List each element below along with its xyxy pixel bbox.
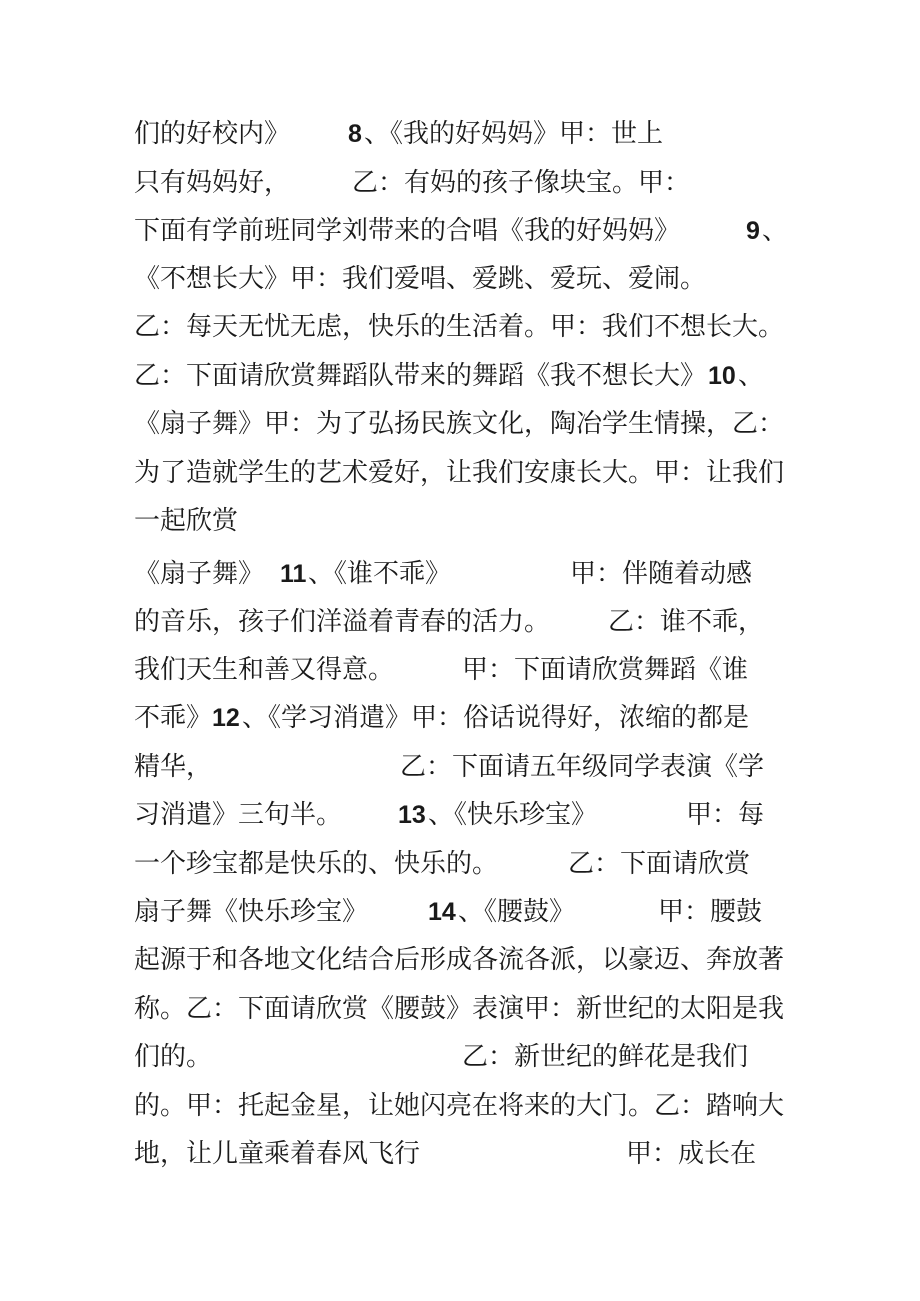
line-text: 扇子舞《快乐珍宝》 (134, 897, 369, 927)
line-text: 地，让儿童乘着春风飞行 (134, 1139, 421, 1169)
line-text: 的。甲：托起金星，让她闪亮在将来的大门。乙：踏响大 (134, 1091, 785, 1121)
line-text: 乙：每天无忧无虑，快乐的生活着。甲：我们不想长大。 (134, 312, 785, 342)
line-text: 不乖》 (134, 703, 213, 733)
line-text: 为了造就学生的艺术爱好，让我们安康长大。甲：让我们 (134, 458, 785, 488)
text-line-9 (0, 501, 239, 541)
line-text: 下面有学前班同学刘带来的合唱《我的好妈妈》 (134, 216, 681, 246)
line-text: 乙：谁不乖， (608, 607, 765, 637)
line-text: 只有妈妈好， (134, 168, 291, 198)
text-line-2 (0, 163, 691, 203)
line-text: 们的好校内》 (134, 119, 291, 149)
line-text: 、《学习消遣》甲：俗话说得好，浓缩的都是 (242, 703, 750, 733)
item-number: 11 (280, 560, 307, 588)
line-text: 乙：下面请欣赏 (568, 849, 751, 879)
line-text: 习消遣》三句半。 (134, 800, 343, 830)
text-line-6 (0, 356, 765, 396)
line-text: 《扇子舞》甲：为了弘扬民族文化，陶冶学生情操，乙： (134, 409, 785, 439)
text-line-11 (0, 602, 765, 642)
line-text: 《不想长大》甲：我们爱唱、爱跳、爱玩、爱闹。 (134, 264, 707, 294)
item-number: 10 (708, 362, 736, 390)
text-line-5 (0, 307, 785, 347)
text-line-17 (0, 892, 763, 932)
line-text: 、《快乐珍宝》 (428, 800, 598, 830)
line-text: 甲：腰鼓 (658, 897, 763, 927)
line-text: 的音乐，孩子们洋溢着青春的活力。 (134, 607, 551, 637)
line-text: 、《谁不乖》 (308, 559, 452, 589)
text-line-20 (0, 1037, 749, 1077)
text-line-4 (0, 259, 707, 299)
text-line-18 (0, 940, 785, 980)
line-text: 乙：下面请欣赏舞蹈队带来的舞蹈《我不想长大》 (134, 361, 707, 391)
line-text: 们的。 (134, 1042, 213, 1072)
text-line-3 (0, 211, 789, 251)
line-text: 甲：伴随着动感 (570, 559, 753, 589)
line-text: 、《腰鼓》 (458, 897, 576, 927)
item-number: 8 (348, 120, 362, 148)
line-text: 、 (738, 361, 765, 391)
line-text: 、 (762, 216, 789, 246)
text-line-14 (0, 747, 765, 787)
text-line-8 (0, 453, 785, 493)
item-number: 12 (212, 704, 240, 732)
text-line-19 (0, 989, 785, 1029)
line-text: 起源于和各地文化结合后形成各流各派，以豪迈、奔放著 (134, 945, 785, 975)
text-line-10 (0, 554, 753, 594)
text-line-7 (0, 404, 785, 444)
line-text: 《扇子舞》 (134, 559, 265, 589)
line-text: 乙：新世纪的鲜花是我们 (462, 1042, 749, 1072)
text-line-21 (0, 1086, 785, 1126)
line-text: 甲：成长在 (626, 1139, 757, 1169)
text-line-16 (0, 844, 751, 884)
line-text: 我们天生和善又得意。 (134, 655, 395, 685)
line-text: 乙：下面请五年级同学表演《学 (400, 752, 765, 782)
line-text: 甲：每 (686, 800, 765, 830)
text-line-15 (0, 795, 765, 835)
line-text: 甲：下面请欣赏舞蹈《谁 (462, 655, 749, 685)
item-number: 9 (746, 217, 760, 245)
item-number: 13 (398, 801, 426, 829)
text-line-22 (0, 1134, 757, 1174)
line-text: 一个珍宝都是快乐的、快乐的。 (134, 849, 499, 879)
text-line-1 (0, 114, 664, 154)
line-text: 一起欣赏 (134, 506, 239, 536)
text-line-13 (0, 698, 750, 738)
line-text: 称。乙：下面请欣赏《腰鼓》表演甲：新世纪的太阳是我 (134, 994, 785, 1024)
text-line-12 (0, 650, 749, 690)
item-number: 14 (428, 898, 456, 926)
line-text: 精华， (134, 752, 213, 782)
line-text: 、《我的好妈妈》甲：世上 (364, 119, 664, 149)
line-text: 乙：有妈的孩子像块宝。甲： (352, 168, 691, 198)
